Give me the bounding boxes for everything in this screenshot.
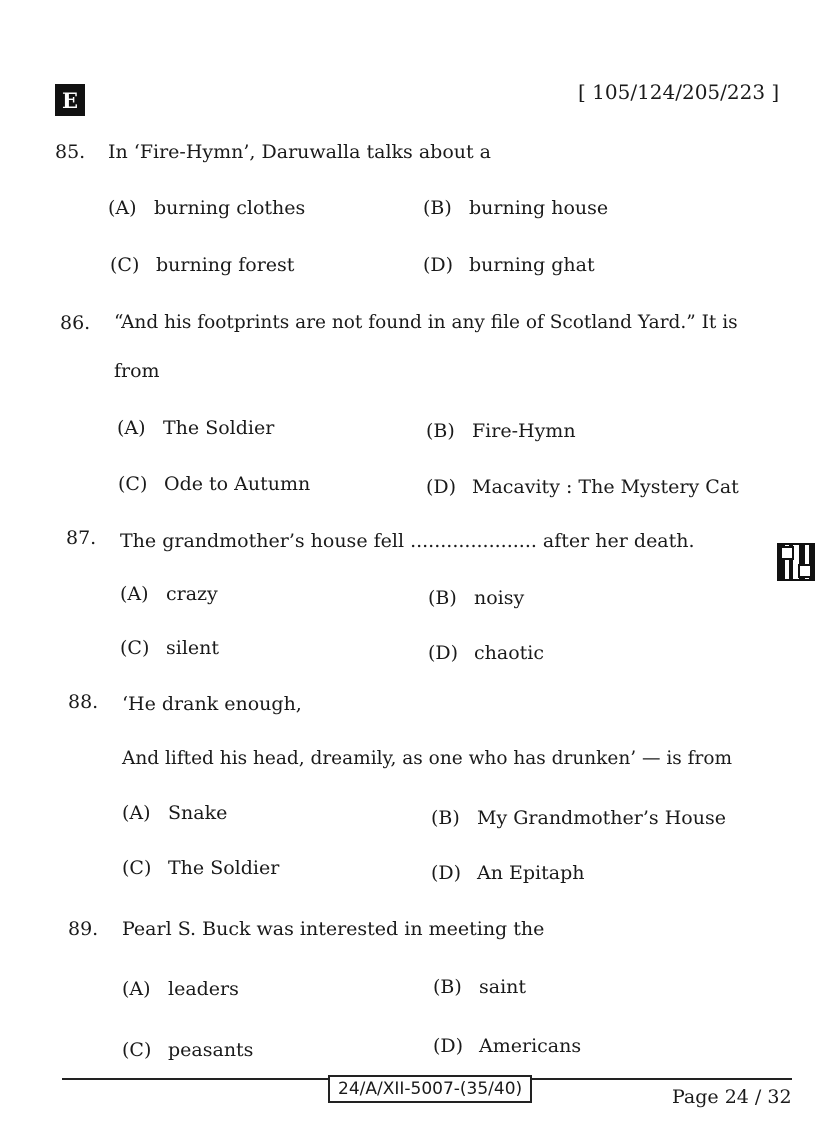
booklet-code: 24/A/XII-5007-(35/40) [328, 1075, 532, 1103]
option-label: (B) [431, 807, 460, 829]
option-text: Fire-Hymn [472, 420, 576, 442]
option-label: (B) [426, 420, 455, 442]
option-d [428, 642, 544, 664]
option-text: peasants [168, 1039, 254, 1061]
option-label: (B) [423, 197, 452, 219]
option-b [423, 197, 608, 219]
option-label: (C) [118, 473, 148, 495]
option-c [118, 473, 310, 495]
option-label: (D) [423, 254, 454, 276]
option-d [431, 862, 584, 884]
option-text: burning ghat [469, 254, 595, 276]
option-text: burning house [469, 197, 609, 219]
option-text: burning forest [156, 254, 295, 276]
question-text: ‘He drank enough, [122, 693, 302, 715]
option-text: My Grandmother’s House [477, 807, 726, 829]
option-label: (D) [428, 642, 459, 664]
question-number: 85. [55, 141, 86, 163]
option-b [433, 976, 526, 998]
question-text-continued: And lifted his head, dreamily, as one who has drunken’ — is from [122, 748, 733, 769]
option-text: Ode to Autumn [164, 473, 311, 495]
option-text: saint [479, 976, 527, 998]
question-text: In ‘Fire-Hymn’, Daruwalla talks about a [108, 141, 492, 163]
option-text: chaotic [474, 642, 544, 664]
question-text: Pearl S. Buck was interested in meeting the [122, 918, 545, 940]
option-d [433, 1035, 581, 1057]
option-label: (A) [122, 802, 151, 824]
option-label: (A) [122, 978, 151, 1000]
question-text: The grandmother’s house fell ..................... after her death. [120, 530, 695, 552]
question-text: “And his footprints are not found in any file of Scotland Yard.” It is [114, 312, 738, 333]
option-text: noisy [474, 587, 525, 609]
option-text: The Soldier [168, 857, 280, 879]
option-b [426, 420, 576, 442]
option-text: leaders [168, 978, 239, 1000]
option-c [120, 637, 219, 659]
option-c [122, 857, 279, 879]
option-text: crazy [166, 583, 218, 605]
option-label: (C) [120, 637, 150, 659]
option-a [117, 417, 274, 439]
question-number: 89. [68, 918, 99, 940]
option-c [110, 254, 294, 276]
qr-code [777, 543, 815, 581]
option-d [423, 254, 595, 276]
set-badge: E [55, 84, 85, 116]
option-text: An Epitaph [477, 862, 585, 884]
question-text-continued: from [114, 360, 160, 382]
option-b [428, 587, 524, 609]
paper-code: [ 105/124/205/223 ] [578, 80, 780, 104]
option-a [120, 583, 218, 605]
option-label: (B) [428, 587, 457, 609]
option-text: burning clothes [154, 197, 306, 219]
page-number: Page 24 / 32 [672, 1086, 792, 1108]
option-d [426, 476, 739, 498]
option-label: (D) [433, 1035, 464, 1057]
option-a [122, 802, 227, 824]
option-label: (B) [433, 976, 462, 998]
option-label: (C) [110, 254, 140, 276]
option-text: silent [166, 637, 220, 659]
option-text: Americans [479, 1035, 582, 1057]
option-a [108, 197, 305, 219]
option-text: The Soldier [163, 417, 275, 439]
option-label: (D) [431, 862, 462, 884]
question-number: 88. [68, 691, 99, 713]
question-number: 86. [60, 312, 91, 334]
option-a [122, 978, 239, 1000]
option-text: Snake [168, 802, 228, 824]
option-label: (A) [117, 417, 146, 439]
option-label: (D) [426, 476, 457, 498]
option-label: (A) [108, 197, 137, 219]
option-b [431, 807, 726, 829]
question-number: 87. [66, 527, 97, 549]
option-label: (C) [122, 1039, 152, 1061]
option-label: (C) [122, 857, 152, 879]
option-c [122, 1039, 253, 1061]
option-text: Macavity : The Mystery Cat [472, 476, 739, 498]
option-label: (A) [120, 583, 149, 605]
